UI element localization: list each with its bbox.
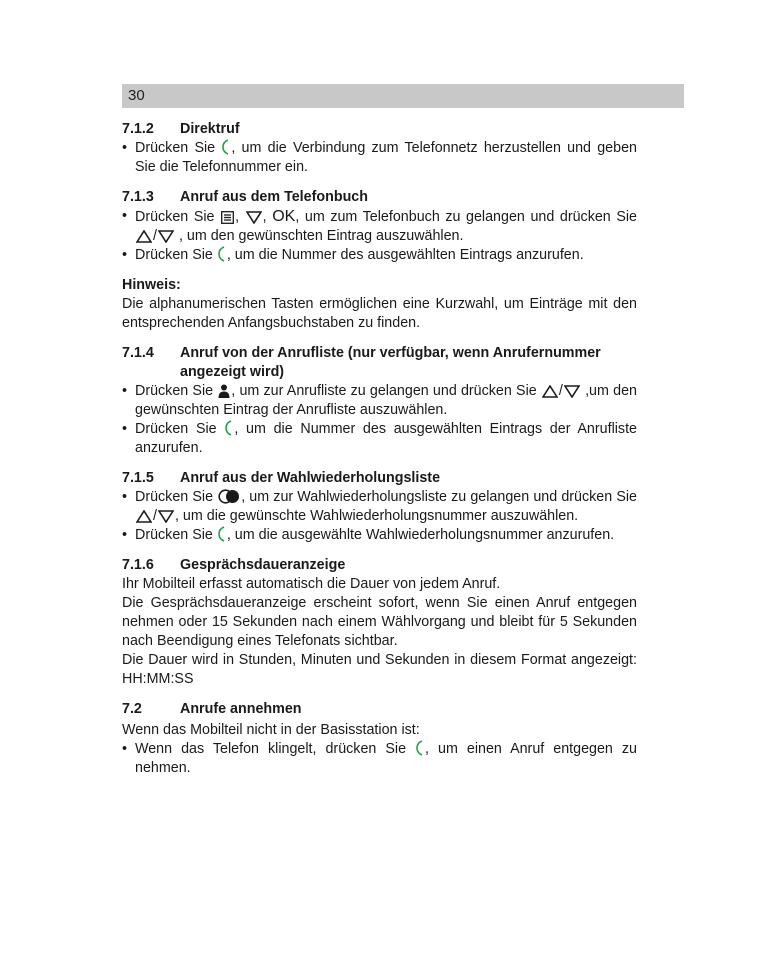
bullet-dot: • bbox=[122, 140, 128, 156]
section-title: Anruf aus der Wahlwiederholungsliste bbox=[180, 470, 441, 486]
list-item: • Drücken Sie , um die Nummer des ausgewählten Eintrags anzurufen. bbox=[122, 247, 584, 263]
list-item: • Drücken Sie , um zur Anrufliste zu gelangen und drücken Sie / ,um den gewünschten Eintrag der Anrufliste auszuwählen. bbox=[122, 383, 637, 418]
bullet-dot: • bbox=[122, 421, 128, 437]
list-item: • Drücken Sie , um die Nummer des ausgewählten Eintrags der Anrufliste anzurufen. bbox=[122, 421, 637, 456]
phone-handset-icon bbox=[225, 420, 233, 436]
section-7-1-2 bbox=[122, 120, 637, 177]
ok-key-label: OK bbox=[272, 208, 296, 225]
section-number: 7.1.4 bbox=[122, 345, 154, 361]
up-triangle-icon bbox=[136, 510, 152, 523]
section-7-1-3 bbox=[122, 188, 637, 265]
section-number: 7.1.5 bbox=[122, 470, 154, 486]
section-7-1-5 bbox=[122, 469, 637, 545]
section-heading bbox=[122, 188, 637, 207]
list-item: • Drücken Sie , um die ausgewählte Wahlwiederholungsnummer anzurufen. bbox=[122, 527, 615, 543]
phone-handset-icon bbox=[218, 246, 226, 262]
paragraph: Die Dauer wird in Stunden, Minuten und Sekunden in diesem Format angezeigt: HH:MM:SS bbox=[122, 652, 637, 687]
section-heading bbox=[122, 556, 637, 575]
person-icon bbox=[218, 384, 230, 398]
paragraph: Die Gesprächsdaueranzeige erscheint sofort, wenn Sie einen Anruf entgegen nehmen oder 15 Sekunden nach einem Wählvorgang und bleibt für 5 Sekunden nach Beendigung eines Telefonats sichtbar. bbox=[122, 595, 637, 649]
down-triangle-icon bbox=[246, 211, 262, 224]
bullet-dot: • bbox=[122, 489, 128, 505]
up-triangle-icon bbox=[136, 230, 152, 243]
redial-icon bbox=[218, 489, 240, 504]
section-heading bbox=[122, 700, 637, 719]
section-number: 7.1.3 bbox=[122, 189, 154, 205]
section-title: Gesprächsdaueranzeige bbox=[180, 557, 346, 573]
phone-handset-icon bbox=[222, 139, 230, 155]
paragraph: Ihr Mobilteil erfasst automatisch die Dauer von jedem Anruf. bbox=[122, 576, 501, 592]
text: , um die Verbindung zum Telefonnetz herzustellen und geben Sie die Telefonnummer ein. bbox=[135, 140, 637, 175]
bullet-dot: • bbox=[122, 383, 128, 399]
text: Drücken Sie bbox=[135, 140, 222, 156]
note-block bbox=[122, 276, 637, 333]
list-item bbox=[122, 139, 637, 177]
section-title: Anrufe annehmen bbox=[180, 701, 302, 717]
section-7-1-4 bbox=[122, 344, 637, 458]
section-heading bbox=[122, 344, 637, 382]
list-item: • Drücken Sie , um zur Wahlwiederholungsliste zu gelangen und drücken Sie / , um die gewünschte Wahlwiederholungsnummer auszuwählen. bbox=[122, 489, 637, 524]
section-number: 7.1.2 bbox=[122, 121, 154, 137]
section-number: 7.2 bbox=[122, 701, 142, 717]
note-text: Die alphanumerischen Tasten ermöglichen eine Kurzwahl, um Einträge mit den entsprechenden Anfangsbuchstaben zu finden. bbox=[122, 296, 637, 331]
page-number: 30 bbox=[128, 87, 145, 104]
down-triangle-icon bbox=[158, 510, 174, 523]
note-label: Hinweis: bbox=[122, 277, 181, 293]
section-heading bbox=[122, 120, 637, 139]
bullet-dot: • bbox=[122, 527, 128, 543]
phone-handset-icon bbox=[416, 740, 424, 756]
list-item: • Drücken Sie , , OK, um zum Telefonbuch zu gelangen und drücken Sie / , um den gewünschten Eintrag auszuwählen. bbox=[122, 208, 637, 244]
menu-list-icon bbox=[221, 211, 234, 224]
up-triangle-icon bbox=[542, 385, 558, 398]
bullet-dot: • bbox=[122, 208, 128, 224]
section-title: Anruf aus dem Telefonbuch bbox=[180, 189, 368, 205]
down-triangle-icon bbox=[564, 385, 580, 398]
paragraph: Wenn das Mobilteil nicht in der Basisstation ist: bbox=[122, 722, 420, 738]
page-content bbox=[122, 120, 637, 778]
section-title: Anruf von der Anrufliste (nur verfügbar, wenn Anrufernummer angezeigt wird) bbox=[180, 345, 601, 380]
phone-handset-icon bbox=[218, 526, 226, 542]
bullet-dot: • bbox=[122, 741, 128, 757]
bullet-dot: • bbox=[122, 247, 128, 263]
list-item: • Wenn das Telefon klingelt, drücken Sie , um einen Anruf entgegen zu nehmen. bbox=[122, 741, 637, 776]
section-heading bbox=[122, 469, 637, 488]
down-triangle-icon bbox=[158, 230, 174, 243]
section-7-2 bbox=[122, 700, 637, 778]
section-title: Direktruf bbox=[180, 121, 240, 137]
section-number: 7.1.6 bbox=[122, 557, 154, 573]
section-7-1-6 bbox=[122, 556, 637, 689]
page-header-bar bbox=[122, 84, 684, 108]
